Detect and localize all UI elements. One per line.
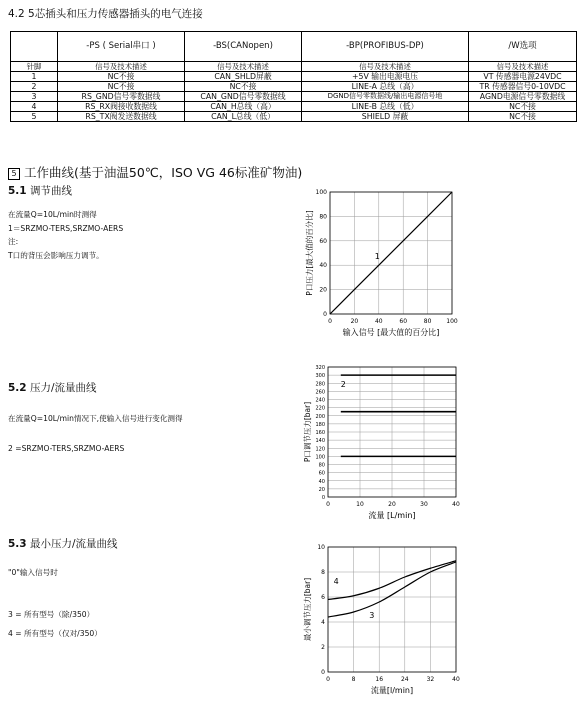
table-header-cell: /W选项 <box>469 32 577 62</box>
y-tick-label: 4 <box>321 619 325 626</box>
y-tick-label: 40 <box>319 262 327 270</box>
table-cell: RS_TX阀发送数据线 <box>58 112 185 122</box>
x-tick-label: 0 <box>326 676 330 683</box>
table-cell: NC不接 <box>185 82 302 92</box>
table-cell: 3 <box>11 92 58 102</box>
table-cell: LINE-B 总线（低） <box>302 102 469 112</box>
x-tick-label: 0 <box>328 318 332 325</box>
table-subheader-cell: 信号及技术描述 <box>185 62 302 72</box>
table-cell: CAN_GND信号零数据线 <box>185 92 302 102</box>
y-tick-label: 8 <box>321 569 325 576</box>
y-tick-label: 240 <box>315 397 325 404</box>
pin-connection-table <box>10 31 577 122</box>
x-axis-label: 输入信号 [最大值的百分比] <box>342 328 440 337</box>
subsection-title: 调节曲线 <box>29 185 72 197</box>
note-line: 3 = 所有型号（除/350） <box>8 609 95 619</box>
x-tick-label: 32 <box>426 676 435 683</box>
table-row <box>11 82 577 92</box>
note-line: 注: <box>8 237 19 246</box>
table-cell: CAN_SHLD屏蔽 <box>185 72 302 82</box>
min-pressure-flow-chart <box>300 540 470 700</box>
table-row <box>11 102 577 112</box>
x-tick-label: 60 <box>399 318 408 325</box>
subsection-title: 压力/流量曲线 <box>29 382 97 394</box>
table-cell: NC不接 <box>58 72 185 82</box>
subsection-5-1-notes <box>8 208 123 262</box>
x-tick-label: 16 <box>375 676 384 683</box>
x-tick-label: 20 <box>350 318 359 325</box>
y-tick-label: 200 <box>315 413 325 420</box>
note-line: "0"输入信号时 <box>8 568 58 577</box>
y-tick-label: 260 <box>315 389 325 396</box>
table-subheader-cell: 信号及技术描述 <box>302 62 469 72</box>
subsection-5-1-title <box>8 183 72 198</box>
subsection-5-3-notes <box>8 566 102 641</box>
table-cell: 2 <box>11 82 58 92</box>
table-cell: NC不接 <box>469 112 577 122</box>
table-header-cell: -PS ( Serial串口 ) <box>58 32 185 62</box>
table-cell: 4 <box>11 102 58 112</box>
pressure-flow-chart <box>300 360 470 525</box>
table-cell: AGND电源信号零数据线 <box>469 92 577 102</box>
x-tick-label: 40 <box>452 676 460 683</box>
subsection-number: 5.3 <box>8 538 27 550</box>
table-row <box>11 112 577 122</box>
section-title-text: 工作曲线(基于油温50℃，ISO VG 46标准矿物油) <box>23 165 303 180</box>
x-tick-label: 30 <box>420 501 428 508</box>
table-cell: RS_GND信号零数据线 <box>58 92 185 102</box>
y-tick-label: 220 <box>315 405 325 412</box>
table-cell: CAN_L总线（低） <box>185 112 302 122</box>
note-line: 4 = 所有型号（仅对/350） <box>8 629 102 638</box>
adjustment-curve-chart <box>300 186 470 341</box>
x-tick-label: 100 <box>446 318 458 325</box>
section-number-box: 5 <box>8 168 20 180</box>
note-line: 1＝SRZMO-TERS,SRZMO-AERS <box>8 223 124 233</box>
subsection-5-3-title <box>8 536 118 551</box>
y-tick-label: 60 <box>319 237 327 245</box>
x-tick-label: 0 <box>326 501 330 508</box>
y-tick-label: 100 <box>315 454 325 461</box>
y-tick-label: 320 <box>315 365 325 371</box>
table-header-cell: -BS(CANopen) <box>185 32 302 62</box>
y-tick-label: 160 <box>315 430 325 436</box>
subsection-number: 5.2 <box>8 382 27 394</box>
y-tick-label: 180 <box>315 421 325 428</box>
table-cell: 1 <box>11 72 58 82</box>
table-cell: TR 传感器信号0-10VDC <box>469 82 577 92</box>
y-tick-label: 20 <box>318 486 325 493</box>
x-axis-label: 流量 [L/min] <box>368 511 416 520</box>
y-tick-label: 10 <box>317 544 325 551</box>
table-subheader-cell: 信号及技术描述 <box>58 62 185 72</box>
table-header-cell: -BP(PROFIBUS-DP) <box>302 32 469 62</box>
table-row <box>11 72 577 82</box>
table-cell: SHIELD 屏蔽 <box>302 112 469 122</box>
y-tick-label: 40 <box>318 478 325 485</box>
note-line: 2 =SRZMO-TERS,SRZMO-AERS <box>8 444 125 453</box>
y-tick-label: 60 <box>318 470 325 477</box>
y-tick-label: 80 <box>318 462 325 469</box>
x-tick-label: 24 <box>400 676 409 683</box>
x-tick-label: 40 <box>374 318 383 325</box>
table-header-cell <box>11 32 58 62</box>
section-heading-4-2: 4.2 5芯插头和压力传感器插头的电气连接 <box>8 8 203 20</box>
y-tick-label: 6 <box>321 594 325 601</box>
table-cell: RS_RX阀接收数据线 <box>58 102 185 112</box>
table-cell: DGND信号零数据线/输出电源信号地 <box>302 92 469 102</box>
x-tick-label: 20 <box>388 501 396 508</box>
table-subheader-row <box>11 62 577 72</box>
table-cell: NC不接 <box>58 82 185 92</box>
y-tick-label: 100 <box>315 189 327 196</box>
subsection-5-2-notes <box>8 404 183 464</box>
table-header-row <box>11 32 577 62</box>
y-tick-label: 0 <box>323 311 327 318</box>
table-subheader-cell: 针脚 <box>11 62 58 72</box>
y-tick-label: 80 <box>319 213 327 221</box>
note-line: 在流量Q=10L/min时测得 <box>8 210 97 219</box>
series-line-1 <box>330 192 452 314</box>
y-tick-label: 2 <box>321 644 325 651</box>
note-line: T口的背压会影响压力调节。 <box>8 250 104 260</box>
table-subheader-cell: 信号及技术描述 <box>469 62 577 72</box>
table-cell: VT 传感器电源24VDC <box>469 72 577 82</box>
series-line-3 <box>328 562 456 617</box>
y-axis-label: P口调节压力[bar] <box>303 401 312 463</box>
table-row <box>11 92 577 102</box>
table-cell: +5V 输出电源电压 <box>302 72 469 82</box>
curve-label: 2 <box>340 380 346 390</box>
curve-label: 4 <box>333 576 339 586</box>
y-tick-label: 120 <box>315 446 325 453</box>
curve-label: 1 <box>374 252 380 262</box>
table-cell: CAN_H总线（高） <box>185 102 302 112</box>
table-cell: NC不接 <box>469 102 577 112</box>
x-tick-label: 10 <box>356 501 364 508</box>
y-tick-label: 280 <box>315 381 325 388</box>
table-cell: 5 <box>11 112 58 122</box>
y-tick-label: 0 <box>321 669 325 676</box>
note-line: 在流量Q=10L/min情况下,使输入信号进行变化测得 <box>8 414 183 423</box>
y-tick-label: 140 <box>315 438 325 445</box>
x-tick-label: 80 <box>423 318 432 325</box>
y-tick-label: 300 <box>315 373 325 380</box>
table-cell: LINE-A 总线（高） <box>302 82 469 92</box>
x-tick-label: 40 <box>452 501 460 508</box>
y-axis-label: 最小调节压力[bar] <box>303 577 312 642</box>
x-tick-label: 8 <box>351 676 356 683</box>
y-tick-label: 0 <box>321 495 325 501</box>
subsection-title: 最小压力/流量曲线 <box>29 538 118 550</box>
x-axis-label: 流量[l/min] <box>370 686 414 695</box>
y-axis-label: P口压力[最大值的百分比] <box>305 210 314 296</box>
subsection-number: 5.1 <box>8 185 27 197</box>
series-line-4 <box>328 561 456 600</box>
section-5-title <box>8 163 302 181</box>
subsection-5-2-title <box>8 380 97 395</box>
curve-label: 3 <box>369 611 375 620</box>
y-tick-label: 20 <box>319 286 327 294</box>
